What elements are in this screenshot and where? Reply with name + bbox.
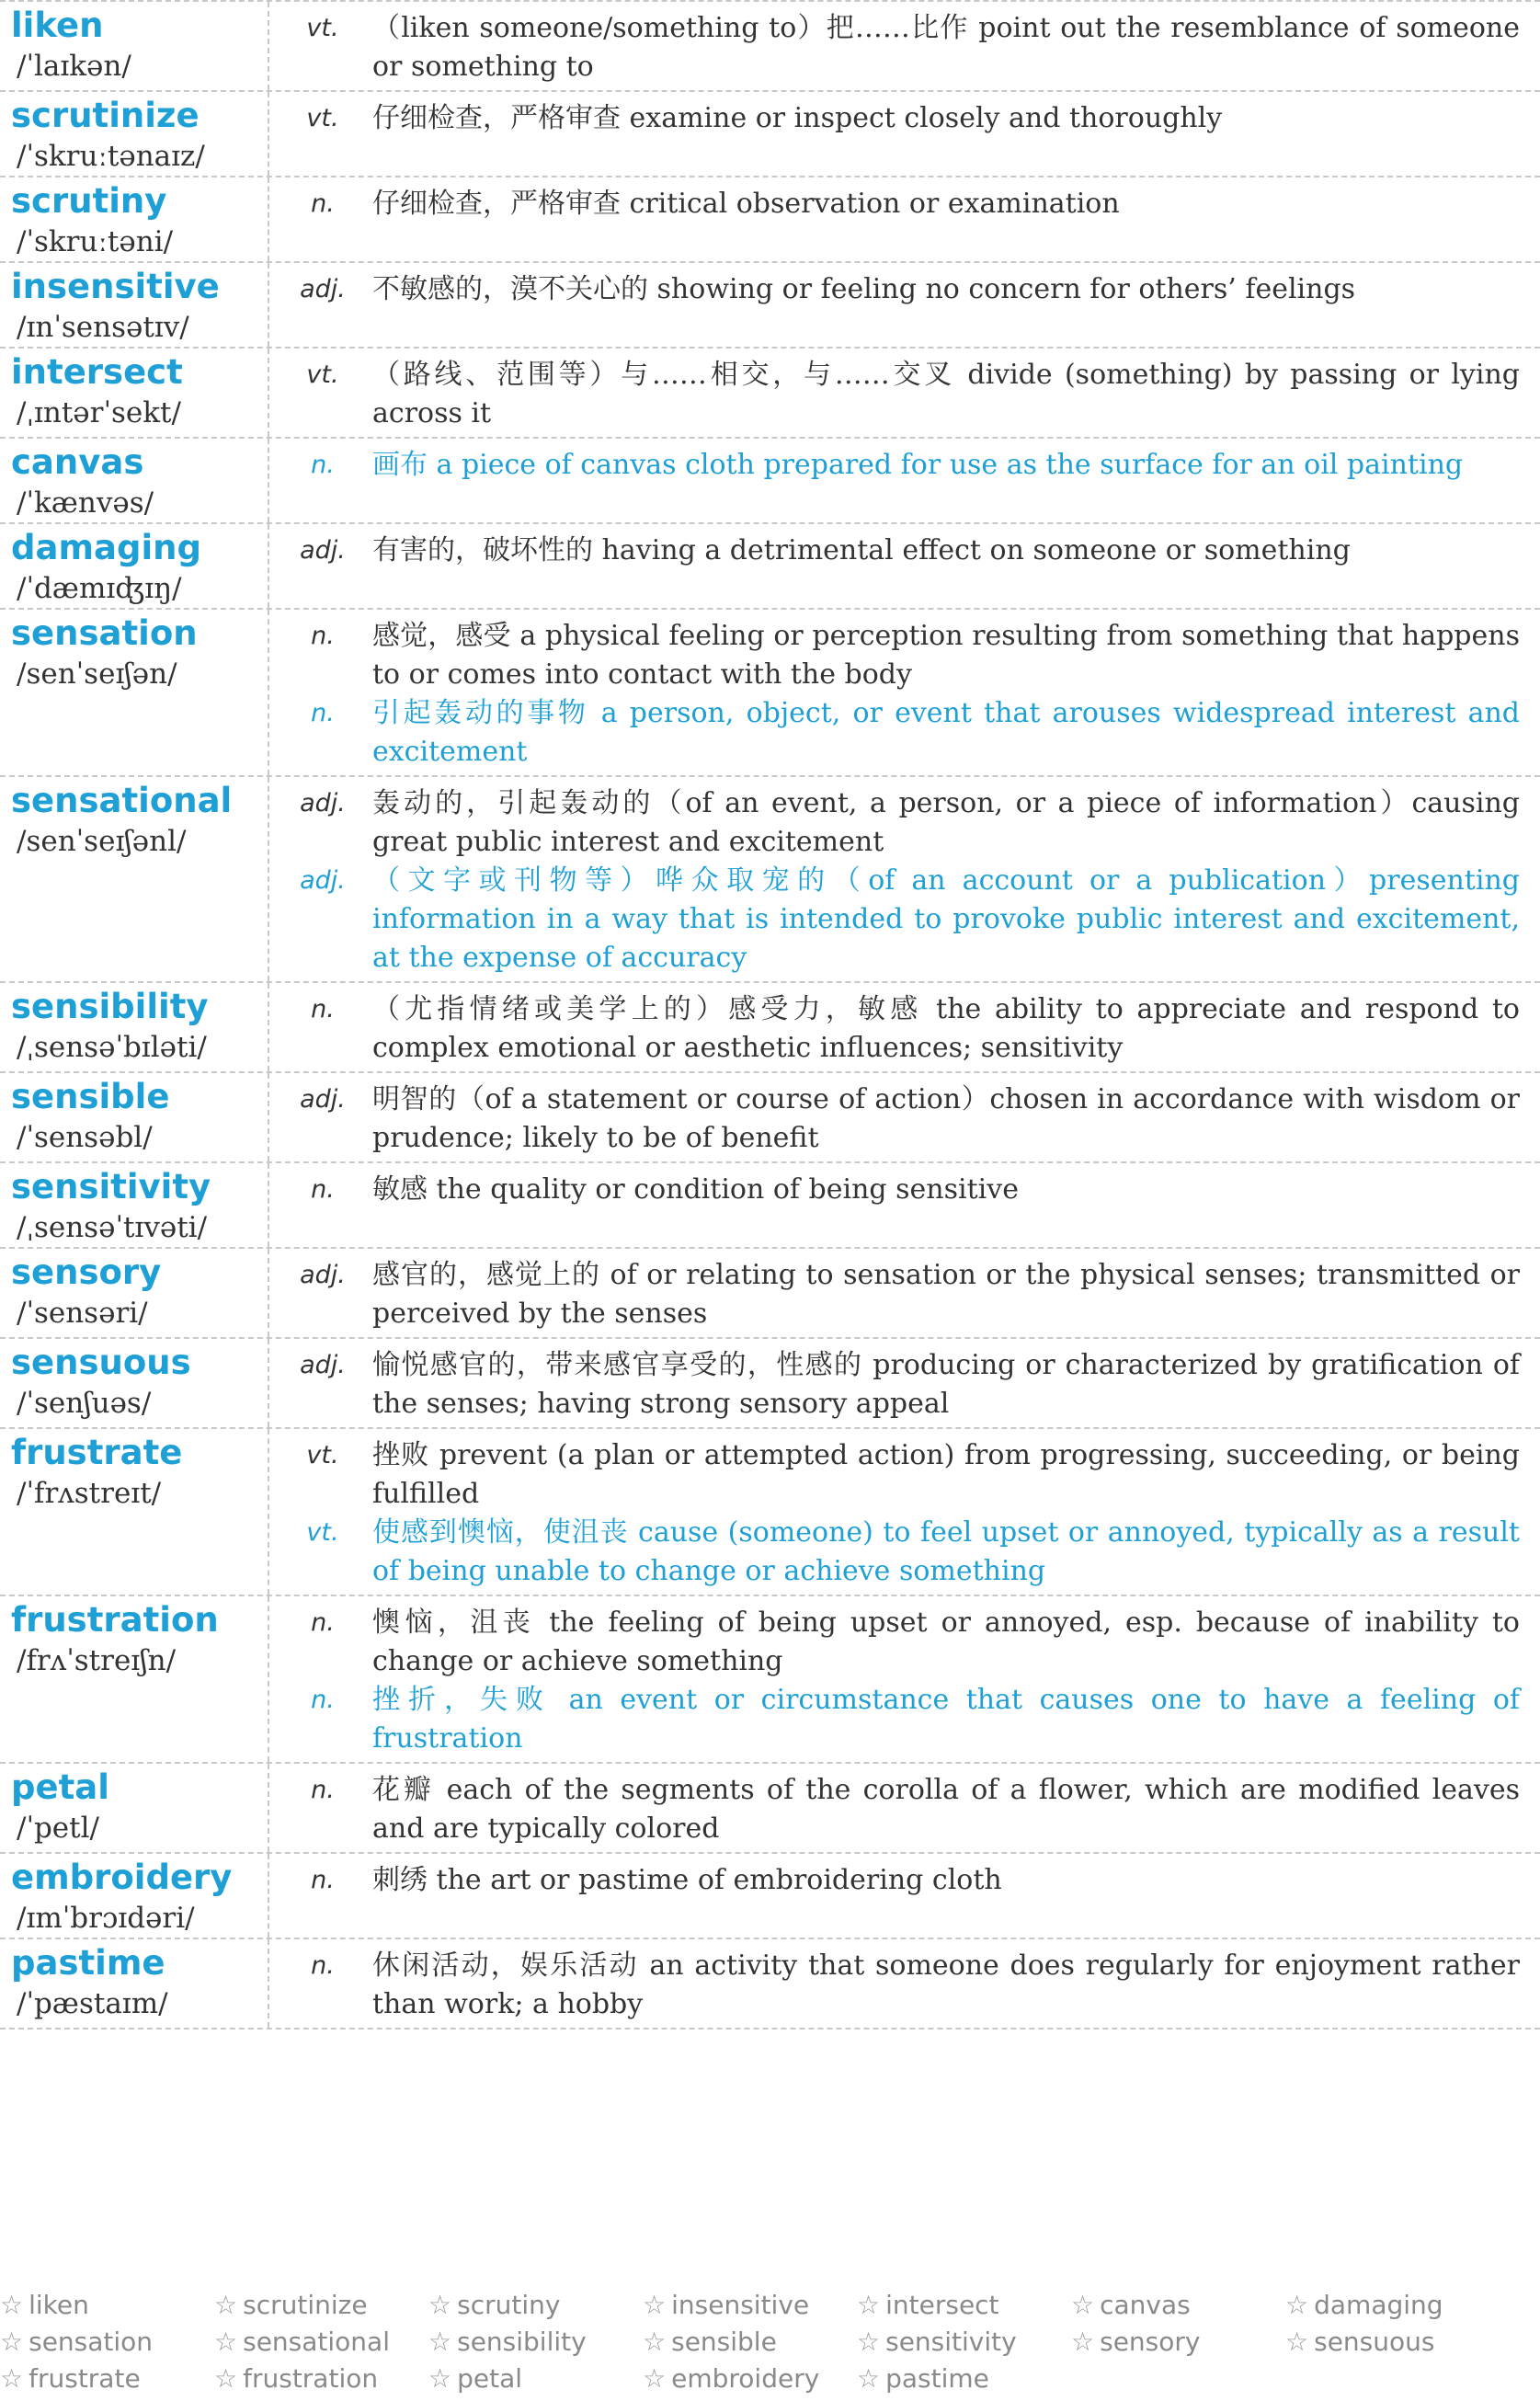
sense xyxy=(269,9,1520,86)
part-of-speech: vt. xyxy=(306,14,339,42)
phonetic: /ˈpæstaɪm/ xyxy=(17,1987,168,2020)
index-item xyxy=(1071,2324,1285,2361)
phonetic: /ˈsenʃuəs/ xyxy=(17,1387,152,1420)
entry-row xyxy=(0,1596,1540,1764)
word-column xyxy=(0,777,269,981)
phonetic: /ˈfrʌstreɪt/ xyxy=(17,1477,162,1510)
definitions-column xyxy=(269,177,1540,261)
entry-row xyxy=(0,1163,1540,1249)
phonetic: /ˈpetl/ xyxy=(17,1812,99,1845)
definitions-column xyxy=(269,524,1540,608)
part-of-speech: vt. xyxy=(306,104,339,132)
definitions-column xyxy=(269,1073,1540,1161)
headword: petal xyxy=(11,1767,109,1807)
definition: （文字或刊物等）哗众取宠的（of an account or a publication）presenting information in a way that is intended to provoke public interest and excitement, at the expense of accuracy xyxy=(372,864,1520,974)
sense xyxy=(269,990,1520,1068)
headword: scrutinize xyxy=(11,96,200,135)
definitions-column xyxy=(269,1764,1540,1852)
part-of-speech: adj. xyxy=(300,1261,346,1289)
definitions-column xyxy=(269,439,1540,522)
sense xyxy=(269,1947,1520,2024)
entry-row xyxy=(0,177,1540,263)
part-of-speech: adj. xyxy=(300,866,346,895)
part-of-speech: adj. xyxy=(300,536,346,565)
entry-row xyxy=(0,983,1540,1073)
index-word: scrutinize xyxy=(243,2290,368,2320)
word-column xyxy=(0,983,269,1071)
part-of-speech: n. xyxy=(311,699,335,727)
phonetic: /ˈdæmɪʤɪŋ/ xyxy=(17,572,182,605)
word-column xyxy=(0,1854,269,1938)
index-item xyxy=(214,2287,428,2324)
star-icon: ☆ xyxy=(1071,2290,1095,2320)
index-word: sensory xyxy=(1100,2327,1201,2357)
word-column xyxy=(0,349,269,437)
entry-row xyxy=(0,1429,1540,1596)
headword: canvas xyxy=(11,442,144,482)
definitions-column xyxy=(269,1854,1540,1938)
part-of-speech: n. xyxy=(311,1686,335,1714)
index-item xyxy=(643,2324,857,2361)
phonetic: /senˈseɪʃənl/ xyxy=(17,825,187,858)
phonetic: /ˈkænvəs/ xyxy=(17,486,154,520)
part-of-speech: n. xyxy=(311,451,335,479)
index-item xyxy=(857,2287,1071,2324)
headword: sensory xyxy=(11,1252,162,1292)
star-icon: ☆ xyxy=(857,2327,881,2357)
definition: 休闲活动，娱乐活动 an activity that someone does regularly for enjoyment rather than work; a hobby xyxy=(372,1949,1520,2020)
sense xyxy=(269,1436,1520,1514)
entry-row xyxy=(0,2,1540,92)
definitions-column xyxy=(269,1163,1540,1247)
sense xyxy=(269,784,1520,862)
index-word: sensation xyxy=(29,2327,154,2357)
index-item xyxy=(1285,2324,1500,2361)
part-of-speech: n. xyxy=(311,1866,335,1894)
word-column xyxy=(0,1249,269,1337)
headword: sensitivity xyxy=(11,1167,211,1206)
entry-row xyxy=(0,1339,1540,1429)
phonetic: /senˈseɪʃən/ xyxy=(17,657,177,691)
sense xyxy=(269,270,1520,309)
headword: frustrate xyxy=(11,1433,183,1472)
definitions-column xyxy=(269,1939,1540,2028)
sense xyxy=(269,1346,1520,1423)
headword: sensuous xyxy=(11,1343,191,1382)
index-item xyxy=(643,2287,857,2324)
headword: sensational xyxy=(11,781,233,820)
word-column xyxy=(0,92,269,176)
entry-row xyxy=(0,610,1540,777)
phonetic: /ɪmˈbrɔɪdəri/ xyxy=(17,1902,195,1935)
index-word: frustrate xyxy=(29,2363,141,2394)
star-icon: ☆ xyxy=(428,2327,452,2357)
index-word: insensitive xyxy=(671,2290,810,2320)
definitions-column xyxy=(269,92,1540,176)
part-of-speech: n. xyxy=(311,1608,335,1637)
sense xyxy=(269,446,1520,485)
star-icon: ☆ xyxy=(0,2290,24,2320)
index-word: sensibility xyxy=(457,2327,587,2357)
part-of-speech: adj. xyxy=(300,275,346,303)
star-icon: ☆ xyxy=(857,2363,881,2394)
sense xyxy=(269,1514,1520,1591)
word-column xyxy=(0,263,269,347)
phonetic: /ˈskruːtənaɪz/ xyxy=(17,140,205,173)
headword: intersect xyxy=(11,352,183,392)
star-icon: ☆ xyxy=(643,2327,667,2357)
headword: embroidery xyxy=(11,1858,233,1897)
phonetic: /ˌɪntərˈsekt/ xyxy=(17,396,181,429)
star-icon: ☆ xyxy=(428,2290,452,2320)
index-word: frustration xyxy=(243,2363,379,2394)
definition: （尤指情绪或美学上的）感受力，敏感 the ability to appreciate and respond to complex emotional or aesthetic influences; sensitivity xyxy=(372,993,1520,1064)
sense xyxy=(269,356,1520,433)
star-icon: ☆ xyxy=(643,2363,667,2394)
index-item xyxy=(857,2324,1071,2361)
definition: 轰动的，引起轰动的（of an event, a person, or a piece of information）causing great public interest and excitement xyxy=(372,787,1520,858)
index-word: canvas xyxy=(1100,2290,1191,2320)
sense xyxy=(269,1771,1520,1848)
index-word: petal xyxy=(457,2363,523,2394)
index-item xyxy=(214,2324,428,2361)
entry-row xyxy=(0,777,1540,983)
word-column xyxy=(0,1596,269,1762)
index-word: sensible xyxy=(671,2327,777,2357)
definition: 明智的（of a statement or course of action）chosen in accordance with wisdom or prudence; likely to be of benefit xyxy=(372,1083,1520,1154)
phonetic: /ˌsensəˈbɪləti/ xyxy=(17,1031,207,1064)
entry-row xyxy=(0,92,1540,177)
sense xyxy=(269,862,1520,978)
entry-row xyxy=(0,349,1540,439)
phonetic: /frʌˈstreɪʃn/ xyxy=(17,1644,177,1677)
index-word: sensational xyxy=(243,2327,390,2357)
phonetic: /ˈlaɪkən/ xyxy=(17,50,131,83)
part-of-speech: n. xyxy=(311,1951,335,1980)
phonetic: /ˌsensəˈtɪvəti/ xyxy=(17,1211,208,1244)
star-icon: ☆ xyxy=(643,2290,667,2320)
sense xyxy=(269,532,1520,570)
star-icon: ☆ xyxy=(1285,2290,1309,2320)
definitions-column xyxy=(269,1249,1540,1337)
definitions-column xyxy=(269,983,1540,1071)
index-word: scrutiny xyxy=(457,2290,561,2320)
definition: 敏感 the quality or condition of being sensitive xyxy=(372,1173,1019,1206)
part-of-speech: n. xyxy=(311,622,335,650)
definition: 不敏感的，漠不关心的 showing or feeling no concern for others’ feelings xyxy=(372,273,1356,305)
star-icon: ☆ xyxy=(0,2327,24,2357)
sense xyxy=(269,1256,1520,1333)
index-word: sensuous xyxy=(1314,2327,1435,2357)
sense xyxy=(269,1171,1520,1209)
entry-row xyxy=(0,1073,1540,1163)
index-word: damaging xyxy=(1314,2290,1443,2320)
index-item xyxy=(428,2324,643,2361)
definitions-column xyxy=(269,2,1540,90)
sense xyxy=(269,617,1520,694)
definition: 挫折，失败 an event or circumstance that causes one to have a feeling of frustration xyxy=(372,1684,1520,1755)
definition: 仔细检查，严格审查 critical observation or examination xyxy=(372,188,1120,220)
entry-row xyxy=(0,263,1540,349)
part-of-speech: n. xyxy=(311,995,335,1023)
entry-row xyxy=(0,524,1540,610)
part-of-speech: vt. xyxy=(306,1441,339,1469)
index-item xyxy=(428,2287,643,2324)
word-column xyxy=(0,1939,269,2028)
star-icon: ☆ xyxy=(1071,2327,1095,2357)
sense xyxy=(269,1080,1520,1158)
part-of-speech: vt. xyxy=(306,1518,339,1547)
definition: 引起轰动的事物 a person, object, or event that arouses widespread interest and excitement xyxy=(372,697,1520,768)
index-word: sensitivity xyxy=(885,2327,1017,2357)
star-icon: ☆ xyxy=(214,2327,238,2357)
index-item xyxy=(1071,2287,1285,2324)
part-of-speech: adj. xyxy=(300,1085,346,1114)
headword: sensible xyxy=(11,1077,170,1116)
index-item xyxy=(0,2361,214,2397)
headword: sensation xyxy=(11,613,198,653)
sense xyxy=(269,1681,1520,1758)
definitions-column xyxy=(269,1596,1540,1762)
star-icon: ☆ xyxy=(0,2363,24,2394)
part-of-speech: adj. xyxy=(300,1351,346,1379)
index-word: pastime xyxy=(885,2363,989,2394)
word-column xyxy=(0,1339,269,1427)
index-item xyxy=(428,2361,643,2397)
definition: 使感到懊恼，使沮丧 cause (someone) to feel upset or annoyed, typically as a result of being unable to change or achieve something xyxy=(372,1516,1520,1587)
headword: pastime xyxy=(11,1943,165,1983)
star-icon: ☆ xyxy=(214,2363,238,2394)
word-column xyxy=(0,1073,269,1161)
definitions-column xyxy=(269,610,1540,775)
word-column xyxy=(0,1764,269,1852)
index-item xyxy=(0,2287,214,2324)
headword: insensitive xyxy=(11,267,220,306)
index-item xyxy=(643,2361,857,2397)
entry-row xyxy=(0,1249,1540,1339)
index-item xyxy=(214,2361,428,2397)
phonetic: /ˈskruːtəni/ xyxy=(17,225,174,258)
sense xyxy=(269,185,1520,223)
word-column xyxy=(0,439,269,522)
entry-row xyxy=(0,1764,1540,1854)
definition: 感官的，感觉上的 of or relating to sensation or the physical senses; transmitted or perceived by the senses xyxy=(372,1259,1520,1330)
sense xyxy=(269,1604,1520,1681)
definition: 挫败 prevent (a plan or attempted action) from progressing, succeeding, or being fulfilled xyxy=(372,1439,1520,1510)
part-of-speech: n. xyxy=(311,1175,335,1204)
definitions-column xyxy=(269,777,1540,981)
definition: （路线、范围等）与……相交，与……交叉 divide (something) by passing or lying across it xyxy=(372,359,1520,429)
definitions-column xyxy=(269,349,1540,437)
part-of-speech: n. xyxy=(311,1776,335,1804)
definition: 有害的，破坏性的 having a detrimental effect on someone or something xyxy=(372,534,1351,566)
sense xyxy=(269,99,1520,138)
part-of-speech: adj. xyxy=(300,789,346,817)
word-column xyxy=(0,2,269,90)
index-word: liken xyxy=(29,2290,89,2320)
star-icon: ☆ xyxy=(857,2290,881,2320)
headword: liken xyxy=(11,6,104,45)
star-icon: ☆ xyxy=(1285,2327,1309,2357)
index-item xyxy=(0,2324,214,2361)
definition: 愉悦感官的，带来感官享受的，性感的 producing or characterized by gratification of the senses; having strong sensory appeal xyxy=(372,1349,1520,1420)
headword: sensibility xyxy=(11,987,209,1026)
sense xyxy=(269,1861,1520,1900)
star-icon: ☆ xyxy=(214,2290,238,2320)
star-icon: ☆ xyxy=(428,2363,452,2394)
definition: （liken someone/something to）把……比作 point out the resemblance of someone or something to xyxy=(372,12,1520,83)
sense xyxy=(269,694,1520,772)
definitions-column xyxy=(269,263,1540,347)
phonetic: /ˈsensəbl/ xyxy=(17,1121,153,1154)
definition: 刺绣 the art or pastime of embroidering cloth xyxy=(372,1864,1002,1896)
definition: 懊恼，沮丧 the feeling of being upset or annoyed, esp. because of inability to change or achieve something xyxy=(372,1606,1520,1677)
entry-row xyxy=(0,1854,1540,1939)
headword: damaging xyxy=(11,528,201,567)
part-of-speech: n. xyxy=(311,189,335,218)
definitions-column xyxy=(269,1429,1540,1595)
word-column xyxy=(0,177,269,261)
headword: frustration xyxy=(11,1600,219,1640)
word-column xyxy=(0,610,269,775)
headword: scrutiny xyxy=(11,181,167,221)
word-index xyxy=(0,2287,1540,2397)
index-item xyxy=(1285,2287,1500,2324)
entry-row xyxy=(0,439,1540,524)
definition: 感觉，感受 a physical feeling or perception resulting from something that happens to or comes into contact with the body xyxy=(372,620,1520,691)
definition: 画布 a piece of canvas cloth prepared for use as the surface for an oil painting xyxy=(372,449,1464,481)
phonetic: /ˈsensəri/ xyxy=(17,1297,148,1330)
word-column xyxy=(0,1429,269,1595)
definition: 花瓣 each of the segments of the corolla of a flower, which are modified leaves and are typically colored xyxy=(372,1774,1520,1845)
definitions-column xyxy=(269,1339,1540,1427)
phonetic: /ɪnˈsensətɪv/ xyxy=(17,311,189,344)
index-item xyxy=(857,2361,1071,2397)
definition: 仔细检查，严格审查 examine or inspect closely and thoroughly xyxy=(372,102,1223,134)
word-column xyxy=(0,524,269,608)
part-of-speech: vt. xyxy=(306,360,339,389)
word-column xyxy=(0,1163,269,1247)
index-word: embroidery xyxy=(671,2363,820,2394)
index-word: intersect xyxy=(885,2290,999,2320)
entry-row xyxy=(0,1939,1540,2029)
